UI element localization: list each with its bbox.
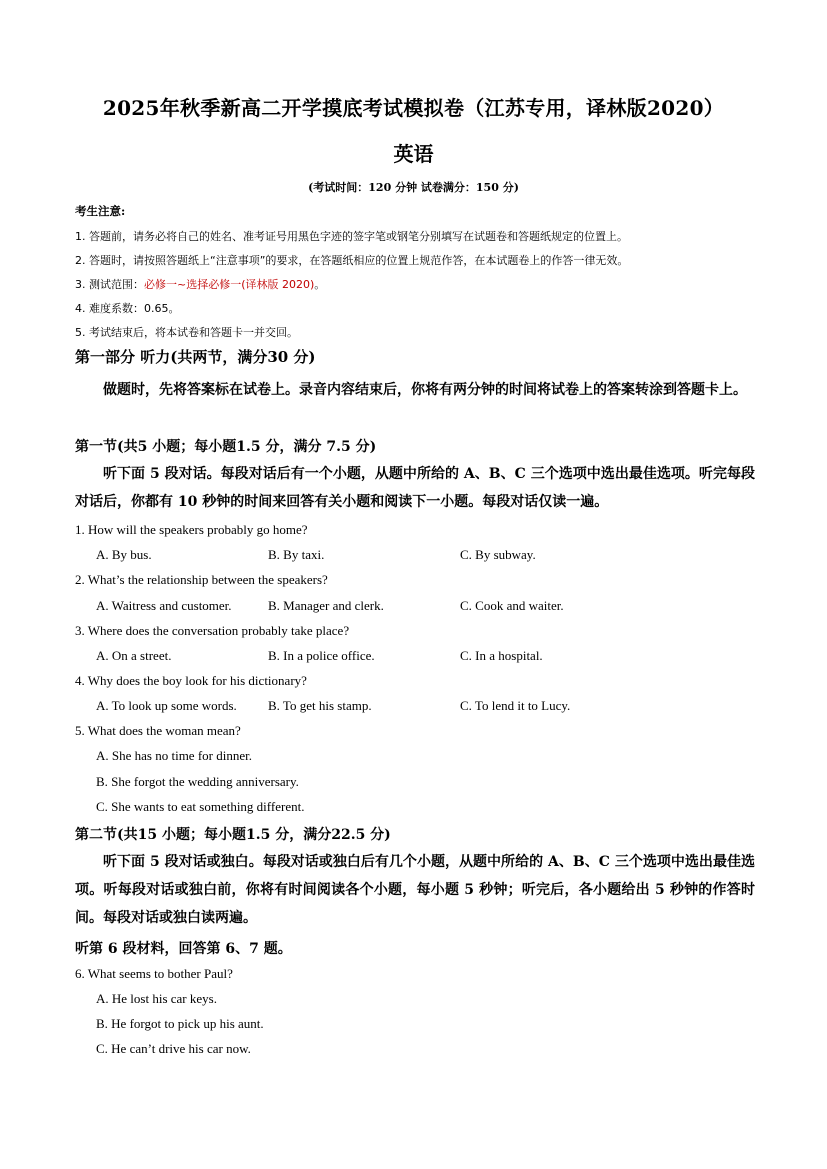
exam-title: 2025年秋季新高二开学摸底考试模拟卷（江苏专用，译林版2020） (102, 96, 725, 120)
option-b: B. To get his stamp. (268, 698, 372, 713)
note-item: 2. 答题时，请按照答题纸上“注意事项”的要求，在答题纸相应的位置上规范作答，在本试题卷上的作答一律无效。 (75, 254, 629, 267)
option-c: C. She wants to eat something different. (96, 799, 305, 814)
section1-heading: 第一节(共5 小题；每小题1.5 分，满分 7.5 分) (75, 439, 377, 455)
subject-title: 英语 (393, 142, 434, 166)
option-a: A. To look up some words. (96, 698, 237, 713)
question: 3. Where does the conversation probably take place? (75, 623, 350, 638)
note-item: 5. 考试结束后，将本试卷和答题卡一并交回。 (75, 326, 298, 339)
option-c: C. By subway. (460, 547, 536, 562)
section2-intro: 听下面 5 段对话或独白。每段对话或独白后有几个小题，从题中所给的 A、B、C 三个选项中选出最佳选项。听每段对话或独白前，你将有时间阅读各个小题，每小题 5 秒钟；听完后，各小题给出 5 秒钟的作答时间。每段对话或独白读两遍。 (75, 854, 755, 926)
option-c: C. He can’t drive his car now. (96, 1041, 251, 1056)
option-a: A. By bus. (96, 547, 152, 562)
section2-heading: 第二节(共15 小题；每小题1.5 分，满分22.5 分) (75, 827, 391, 843)
question: 4. Why does the boy look for his dictionary? (75, 673, 307, 688)
notes-heading: 考生注意: (75, 204, 126, 218)
part1-intro: 做题时，先将答案标在试卷上。录音内容结束后，你将有两分钟的时间将试卷上的答案转涂到答题卡上。 (103, 382, 747, 398)
note-item-scope (75, 276, 325, 292)
option-a: A. She has no time for dinner. (96, 748, 252, 763)
option-a: A. On a street. (96, 648, 172, 663)
scope-suffix: 。 (314, 278, 326, 291)
note-item: 1. 答题前，请务必将自己的姓名、准考证号用黑色字迹的签字笔或钢笔分别填写在试题卷和答题纸规定的位置上。 (75, 230, 628, 243)
question: 1. How will the speakers probably go home? (75, 522, 308, 537)
scope-prefix: 3. 测试范围： (75, 278, 144, 291)
option-b: B. She forgot the wedding anniversary. (96, 774, 299, 789)
question: 6. What seems to bother Paul? (75, 966, 233, 981)
option-b: B. He forgot to pick up his aunt. (96, 1016, 264, 1031)
section1-intro: 听下面 5 段对话。每段对话后有一个小题，从题中所给的 A、B、C 三个选项中选出最佳选项。听完每段对话后，你都有 10 秒钟的时间来回答有关小题和阅读下一小题。每段对话仅读一遍。 (75, 466, 755, 510)
part1-heading: 第一部分 听力(共两节，满分30 分) (75, 348, 316, 366)
option-a: A. He lost his car keys. (96, 991, 217, 1006)
note-item: 4. 难度系数：0.65。 (75, 302, 180, 315)
option-b: B. Manager and clerk. (268, 598, 384, 613)
scope-value: 必修一~选择必修一(译林版 2020) (144, 278, 315, 291)
exam-info: (考试时间：120 分钟 试卷满分：150 分) (308, 181, 519, 194)
option-c: C. In a hospital. (460, 648, 543, 663)
option-c: C. To lend it to Lucy. (460, 698, 571, 713)
question: 2. What’s the relationship between the speakers? (75, 572, 328, 587)
option-a: A. Waitress and customer. (96, 598, 232, 613)
option-c: C. Cook and waiter. (460, 598, 564, 613)
question: 5. What does the woman mean? (75, 723, 241, 738)
option-b: B. By taxi. (268, 547, 325, 562)
material-heading: 听第 6 段材料，回答第 6、7 题。 (75, 941, 292, 957)
option-b: B. In a police office. (268, 648, 375, 663)
